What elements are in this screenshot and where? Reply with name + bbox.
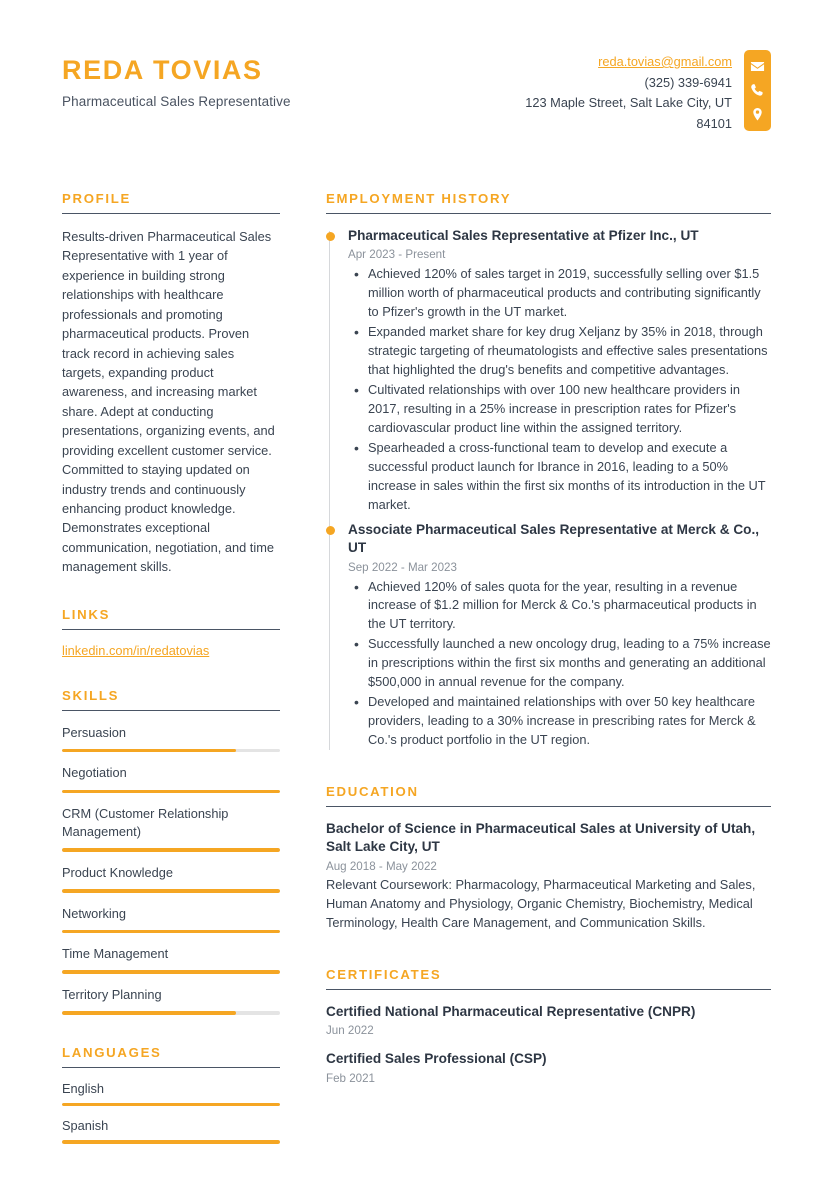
skill-bar-fill [62, 889, 280, 893]
section-heading-education: EDUCATION [326, 783, 419, 799]
section-heading-certificates: CERTIFICATES [326, 966, 442, 982]
skill-label: CRM (Customer Relationship Management) [62, 806, 229, 840]
section-rule [62, 1067, 280, 1068]
language-label: Spanish [62, 1118, 109, 1133]
section-certificates [326, 967, 771, 1085]
employment-timeline [326, 227, 771, 750]
section-heading-employment: EMPLOYMENT HISTORY [326, 190, 512, 206]
language-bar-track [62, 1140, 280, 1144]
section-links [62, 607, 280, 658]
language-row [62, 1118, 280, 1144]
employment-entry [348, 521, 771, 750]
certificate-entry [326, 1003, 771, 1037]
candidate-name: REDA TOVIAS [62, 55, 263, 85]
skill-row [62, 724, 280, 753]
skill-bar-track [62, 930, 280, 934]
job-bullet: • Achieved 120% of sales quota for the year, resulting in a revenue increase of $1.2 million for Merck & Co.'s pharmaceutical products in the UT territory. [348, 578, 771, 635]
skill-bar-fill [62, 970, 280, 974]
certificate-entry [326, 1050, 771, 1084]
skill-bar-track [62, 970, 280, 974]
section-rule [62, 213, 280, 214]
skill-bar-track [62, 848, 280, 852]
education-title: Bachelor of Science in Pharmaceutical Sales at University of Utah, Salt Lake City, UT [326, 820, 756, 855]
section-profile [62, 191, 280, 577]
sidebar [62, 191, 280, 1156]
job-bullet: • Expanded market share for key drug Xeljanz by 35% in 2018, through strategic targeting of rheumatologists and effective sales presentations that highlighted the drug's benefits and competitive advantages. [348, 323, 771, 380]
skill-row [62, 805, 280, 852]
skill-label: Networking [62, 905, 127, 921]
section-skills [62, 688, 280, 1015]
link-item[interactable]: linkedin.com/in/redatovias [62, 642, 210, 658]
candidate-job-title: Pharmaceutical Sales Representative [62, 93, 291, 109]
section-rule [62, 629, 280, 630]
skill-bar-track [62, 889, 280, 893]
contact-block [525, 50, 771, 135]
skill-row [62, 945, 280, 974]
job-title: Pharmaceutical Sales Representative at Pfizer Inc., UT [348, 227, 699, 243]
contact-email-line [525, 52, 732, 73]
language-bar-track [62, 1103, 280, 1107]
main-column [326, 191, 771, 1098]
contact-address-line-2: 84101 [696, 116, 732, 132]
skill-bar-fill [62, 848, 280, 852]
section-languages [62, 1045, 280, 1144]
skill-row [62, 864, 280, 893]
skill-bar-fill [62, 1011, 236, 1015]
section-heading-languages: LANGUAGES [62, 1044, 162, 1060]
skill-row [62, 764, 280, 793]
name-block [62, 50, 291, 109]
education-description: Relevant Coursework: Pharmacology, Pharmaceutical Marketing and Sales, Human Anatomy and Physiology, Organic Chemistry, Biochemistry, Medical Terminology, Health Care Management, and Communication Skills. [326, 876, 756, 930]
contact-icon-rail [744, 50, 771, 131]
language-bar-fill [62, 1103, 280, 1107]
job-bullet: • Developed and maintained relationships with over 50 key healthcare providers, leading to a 30% increase in prescribing rates for Merck & Co.'s product portfolio in the UT region. [348, 693, 771, 750]
skill-row [62, 905, 280, 934]
section-rule [326, 213, 771, 214]
section-rule [326, 989, 771, 990]
resume-header [0, 0, 833, 135]
section-employment-history [326, 191, 771, 750]
language-bar-fill [62, 1140, 280, 1144]
profile-text: Results-driven Pharmaceutical Sales Representative with 1 year of experience in building strong relationships with healthcare professionals and promoting pharmaceutical products. Proven track record in achieving sales targets, expanding product awareness, and increasing market share. Adept at conducting presentations, organizing events, and providing excellent customer service. Committed to staying updated on industry trends and continuously enhancing product knowledge. Demonstrates exceptional communication, negotiation, and time management skills. [62, 228, 275, 575]
skill-label: Product Knowledge [62, 864, 173, 880]
job-bullet: • Cultivated relationships with over 100 new healthcare providers in 2017, resulting in a 25% increase in prescription rates for Pfizer's cardiovascular product line within the assigned territory. [348, 381, 771, 438]
certificate-title: Certified Sales Professional (CSP) [326, 1051, 547, 1067]
education-entry [326, 820, 771, 933]
phone-icon [750, 83, 765, 98]
location-pin-icon [750, 107, 765, 122]
section-heading-links: LINKS [62, 606, 111, 622]
job-bullet-list [348, 578, 771, 750]
resume-body [0, 191, 833, 1156]
job-bullet: • Spearheaded a cross-functional team to develop and execute a successful product launch for Ibrance in 2016, leading to a 50% increase in sales within the first six months of its introduction in the UT market. [348, 439, 771, 515]
employment-entry [348, 227, 771, 515]
skill-label: Negotiation [62, 765, 127, 781]
skill-label: Persuasion [62, 724, 127, 740]
skill-bar-track [62, 749, 280, 753]
timeline-dot-icon [326, 232, 335, 241]
job-bullet: • Achieved 120% of sales target in 2019, successfully selling over $1.5 million worth of pharmaceutical products and contributing significantly to Pfizer's growth in the UT market. [348, 265, 771, 322]
timeline-dot-icon [326, 526, 335, 535]
section-heading-profile: PROFILE [62, 190, 132, 206]
education-date-range: Aug 2018 - May 2022 [326, 859, 437, 873]
certificate-title: Certified National Pharmaceutical Representative (CNPR) [326, 1003, 696, 1019]
job-bullet: • Successfully launched a new oncology drug, leading to a 75% increase in prescriptions within the first six months and generating an additional $500,000 in annual revenue for the company. [348, 635, 771, 692]
contact-email-link[interactable]: reda.tovias@gmail.com [598, 54, 732, 69]
skill-label: Time Management [62, 946, 169, 962]
skill-bar-track [62, 1011, 280, 1015]
contact-address-line-1: 123 Maple Street, Salt Lake City, UT [525, 95, 732, 111]
job-date-range: Apr 2023 - Present [348, 248, 446, 262]
language-row [62, 1081, 280, 1107]
skill-bar-track [62, 790, 280, 794]
skill-bar-fill [62, 749, 236, 753]
certificate-date: Jun 2022 [326, 1024, 374, 1038]
job-date-range: Sep 2022 - Mar 2023 [348, 560, 457, 574]
contact-phone: (325) 339-6941 [644, 74, 732, 90]
job-bullet-list [348, 265, 771, 514]
section-rule [326, 806, 771, 807]
contact-lines [525, 50, 744, 135]
skill-row [62, 986, 280, 1015]
skill-bar-fill [62, 790, 280, 794]
skill-bar-fill [62, 930, 280, 934]
language-label: English [62, 1080, 104, 1096]
section-heading-skills: SKILLS [62, 687, 120, 703]
section-rule [62, 710, 280, 711]
section-education [326, 784, 771, 933]
skill-label: Territory Planning [62, 986, 162, 1002]
certificate-date: Feb 2021 [326, 1071, 375, 1085]
envelope-icon [750, 59, 765, 74]
job-title: Associate Pharmaceutical Sales Representative at Merck & Co., UT [348, 521, 760, 556]
